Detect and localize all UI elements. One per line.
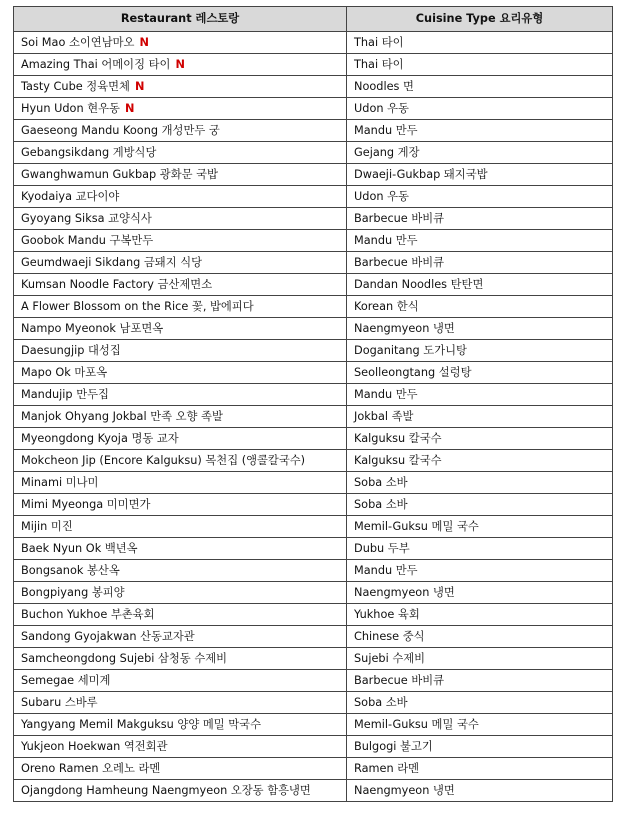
restaurant-name: Yangyang Memil Makguksu 양양 메밀 막국수 bbox=[21, 718, 261, 731]
cuisine-cell: Soba 소바 bbox=[347, 472, 613, 494]
table-row bbox=[14, 758, 613, 780]
restaurant-cell bbox=[14, 472, 347, 494]
cuisine-cell: Mandu 만두 bbox=[347, 384, 613, 406]
cuisine-cell: Soba 소바 bbox=[347, 692, 613, 714]
header-row bbox=[14, 7, 613, 32]
cuisine-cell: Seolleongtang 설렁탕 bbox=[347, 362, 613, 384]
table-row bbox=[14, 384, 613, 406]
restaurant-name: Mijin 미진 bbox=[21, 520, 73, 533]
table-row bbox=[14, 494, 613, 516]
restaurant-cell bbox=[14, 164, 347, 186]
table-row bbox=[14, 516, 613, 538]
cuisine-cell: Jokbal 족발 bbox=[347, 406, 613, 428]
table-row bbox=[14, 230, 613, 252]
table-row bbox=[14, 450, 613, 472]
table-row bbox=[14, 604, 613, 626]
restaurant-name: Mandujip 만두집 bbox=[21, 388, 109, 401]
table-row bbox=[14, 670, 613, 692]
restaurant-cell bbox=[14, 494, 347, 516]
restaurant-name: Buchon Yukhoe 부촌육회 bbox=[21, 608, 155, 621]
table-row bbox=[14, 164, 613, 186]
table-row bbox=[14, 692, 613, 714]
cuisine-cell: Dandan Noodles 탄탄면 bbox=[347, 274, 613, 296]
cuisine-cell: Chinese 중식 bbox=[347, 626, 613, 648]
cuisine-cell: Udon 우동 bbox=[347, 98, 613, 120]
restaurant-cell bbox=[14, 98, 347, 120]
table-row bbox=[14, 560, 613, 582]
restaurant-cell bbox=[14, 32, 347, 54]
restaurant-cell bbox=[14, 252, 347, 274]
restaurant-cell bbox=[14, 736, 347, 758]
cuisine-cell: Memil-Guksu 메밀 국수 bbox=[347, 516, 613, 538]
restaurant-name: Kumsan Noodle Factory 금산제면소 bbox=[21, 278, 213, 291]
table-row bbox=[14, 274, 613, 296]
restaurant-name: Minami 미나미 bbox=[21, 476, 99, 489]
restaurant-name: Sandong Gyojakwan 산동교자관 bbox=[21, 630, 195, 643]
restaurant-cell bbox=[14, 296, 347, 318]
restaurant-cell bbox=[14, 582, 347, 604]
cuisine-cell: Naengmyeon 냉면 bbox=[347, 318, 613, 340]
restaurant-name: Bongpiyang 봉피양 bbox=[21, 586, 125, 599]
restaurant-name: Ojangdong Hamheung Naengmyeon 오장동 함흥냉면 bbox=[21, 784, 311, 797]
restaurant-name: Gebangsikdang 게방식당 bbox=[21, 146, 157, 159]
table-row bbox=[14, 296, 613, 318]
restaurant-name: Samcheongdong Sujebi 삼청동 수제비 bbox=[21, 652, 228, 665]
restaurant-name: Mapo Ok 마포옥 bbox=[21, 366, 108, 379]
table-row bbox=[14, 406, 613, 428]
restaurant-cell bbox=[14, 120, 347, 142]
table-row bbox=[14, 780, 613, 802]
restaurant-cell bbox=[14, 230, 347, 252]
restaurant-name: Gaeseong Mandu Koong 개성만두 궁 bbox=[21, 124, 220, 137]
cuisine-cell: Yukhoe 육회 bbox=[347, 604, 613, 626]
cuisine-cell: Barbecue 바비큐 bbox=[347, 670, 613, 692]
restaurant-cell bbox=[14, 560, 347, 582]
cuisine-cell: Barbecue 바비큐 bbox=[347, 208, 613, 230]
restaurant-name: Kyodaiya 교다이야 bbox=[21, 190, 120, 203]
restaurant-cell bbox=[14, 714, 347, 736]
cuisine-cell: Thai 타이 bbox=[347, 54, 613, 76]
restaurant-cell bbox=[14, 692, 347, 714]
restaurant-name: Mimi Myeonga 미미면가 bbox=[21, 498, 151, 511]
table-row bbox=[14, 142, 613, 164]
restaurant-cell bbox=[14, 76, 347, 98]
restaurant-table bbox=[13, 6, 613, 802]
restaurant-name: Yukjeon Hoekwan 역전회관 bbox=[21, 740, 168, 753]
cuisine-cell: Bulgogi 불고기 bbox=[347, 736, 613, 758]
restaurant-cell bbox=[14, 670, 347, 692]
table-row bbox=[14, 648, 613, 670]
table-row bbox=[14, 428, 613, 450]
table-row bbox=[14, 54, 613, 76]
cuisine-cell: Naengmyeon 냉면 bbox=[347, 582, 613, 604]
restaurant-cell bbox=[14, 142, 347, 164]
cuisine-cell: Udon 우동 bbox=[347, 186, 613, 208]
table-row bbox=[14, 186, 613, 208]
table-row bbox=[14, 472, 613, 494]
restaurant-cell bbox=[14, 538, 347, 560]
cuisine-cell: Gejang 게장 bbox=[347, 142, 613, 164]
table-row bbox=[14, 582, 613, 604]
table-row bbox=[14, 714, 613, 736]
restaurant-name: Daesungjip 대성집 bbox=[21, 344, 121, 357]
restaurant-name: Gyoyang Siksa 교양식사 bbox=[21, 212, 152, 225]
cuisine-cell: Dwaeji-Gukbap 돼지국밥 bbox=[347, 164, 613, 186]
restaurant-cell bbox=[14, 186, 347, 208]
restaurant-name: Soi Mao 소이연남마오 bbox=[21, 36, 135, 49]
restaurant-cell bbox=[14, 626, 347, 648]
restaurant-cell bbox=[14, 780, 347, 802]
table-row bbox=[14, 98, 613, 120]
cuisine-cell: Sujebi 수제비 bbox=[347, 648, 613, 670]
restaurant-name: Goobok Mandu 구복만두 bbox=[21, 234, 154, 247]
table-row bbox=[14, 538, 613, 560]
table-row bbox=[14, 340, 613, 362]
table-row bbox=[14, 626, 613, 648]
restaurant-name: Amazing Thai 어메이징 타이 bbox=[21, 58, 171, 71]
cuisine-cell: Naengmyeon 냉면 bbox=[347, 780, 613, 802]
new-badge: N bbox=[134, 80, 145, 93]
cuisine-cell: Doganitang 도가니탕 bbox=[347, 340, 613, 362]
restaurant-cell bbox=[14, 516, 347, 538]
restaurant-name: Bongsanok 봉산옥 bbox=[21, 564, 120, 577]
table-row bbox=[14, 208, 613, 230]
cuisine-cell: Thai 타이 bbox=[347, 32, 613, 54]
restaurant-cell bbox=[14, 318, 347, 340]
new-badge: N bbox=[139, 36, 149, 49]
restaurant-cell bbox=[14, 274, 347, 296]
restaurant-name: Hyun Udon 현우동 bbox=[21, 102, 120, 115]
restaurant-name: A Flower Blossom on the Rice 꽃, 밥에피다 bbox=[21, 300, 254, 313]
cuisine-cell: Mandu 만두 bbox=[347, 230, 613, 252]
restaurant-cell bbox=[14, 406, 347, 428]
restaurant-cell bbox=[14, 362, 347, 384]
restaurant-cell bbox=[14, 450, 347, 472]
cuisine-cell: Soba 소바 bbox=[347, 494, 613, 516]
restaurant-name: Myeongdong Kyoja 명동 교자 bbox=[21, 432, 179, 445]
restaurant-cell bbox=[14, 384, 347, 406]
restaurant-name: Manjok Ohyang Jokbal 만족 오향 족발 bbox=[21, 410, 223, 423]
restaurant-cell bbox=[14, 340, 347, 362]
restaurant-name: Nampo Myeonok 남포면옥 bbox=[21, 322, 164, 335]
restaurant-cell bbox=[14, 758, 347, 780]
restaurant-cell bbox=[14, 648, 347, 670]
restaurant-cell bbox=[14, 208, 347, 230]
restaurant-cell bbox=[14, 428, 347, 450]
table-row bbox=[14, 120, 613, 142]
restaurant-name: Oreno Ramen 오레노 라멘 bbox=[21, 762, 161, 775]
restaurant-name: Tasty Cube 정육면체 bbox=[21, 80, 130, 93]
cuisine-cell: Korean 한식 bbox=[347, 296, 613, 318]
restaurant-cell bbox=[14, 54, 347, 76]
restaurant-name: Geumdwaeji Sikdang 금돼지 식당 bbox=[21, 256, 203, 269]
restaurant-name: Subaru 스바루 bbox=[21, 696, 98, 709]
restaurant-name: Mokcheon Jip (Encore Kalguksu) 목천집 (앵콜칼국수) bbox=[21, 454, 306, 467]
cuisine-cell: Mandu 만두 bbox=[347, 560, 613, 582]
restaurant-name: Semegae 세미계 bbox=[21, 674, 111, 687]
header-restaurant: Restaurant 레스토랑 bbox=[14, 7, 347, 32]
cuisine-cell: Dubu 두부 bbox=[347, 538, 613, 560]
restaurant-cell bbox=[14, 604, 347, 626]
restaurant-name: Gwanghwamun Gukbap 광화문 국밥 bbox=[21, 168, 218, 181]
cuisine-cell: Kalguksu 칼국수 bbox=[347, 428, 613, 450]
table-row bbox=[14, 32, 613, 54]
new-badge: N bbox=[175, 58, 185, 71]
cuisine-cell: Kalguksu 칼국수 bbox=[347, 450, 613, 472]
table-row bbox=[14, 318, 613, 340]
new-badge: N bbox=[124, 102, 135, 115]
table-row bbox=[14, 362, 613, 384]
cuisine-cell: Noodles 면 bbox=[347, 76, 613, 98]
restaurant-name: Baek Nyun Ok 백년옥 bbox=[21, 542, 138, 555]
table-row bbox=[14, 252, 613, 274]
header-cuisine: Cuisine Type 요리유형 bbox=[347, 7, 613, 32]
cuisine-cell: Mandu 만두 bbox=[347, 120, 613, 142]
table-row bbox=[14, 736, 613, 758]
cuisine-cell: Ramen 라멘 bbox=[347, 758, 613, 780]
cuisine-cell: Barbecue 바비큐 bbox=[347, 252, 613, 274]
cuisine-cell: Memil-Guksu 메밀 국수 bbox=[347, 714, 613, 736]
table-row bbox=[14, 76, 613, 98]
